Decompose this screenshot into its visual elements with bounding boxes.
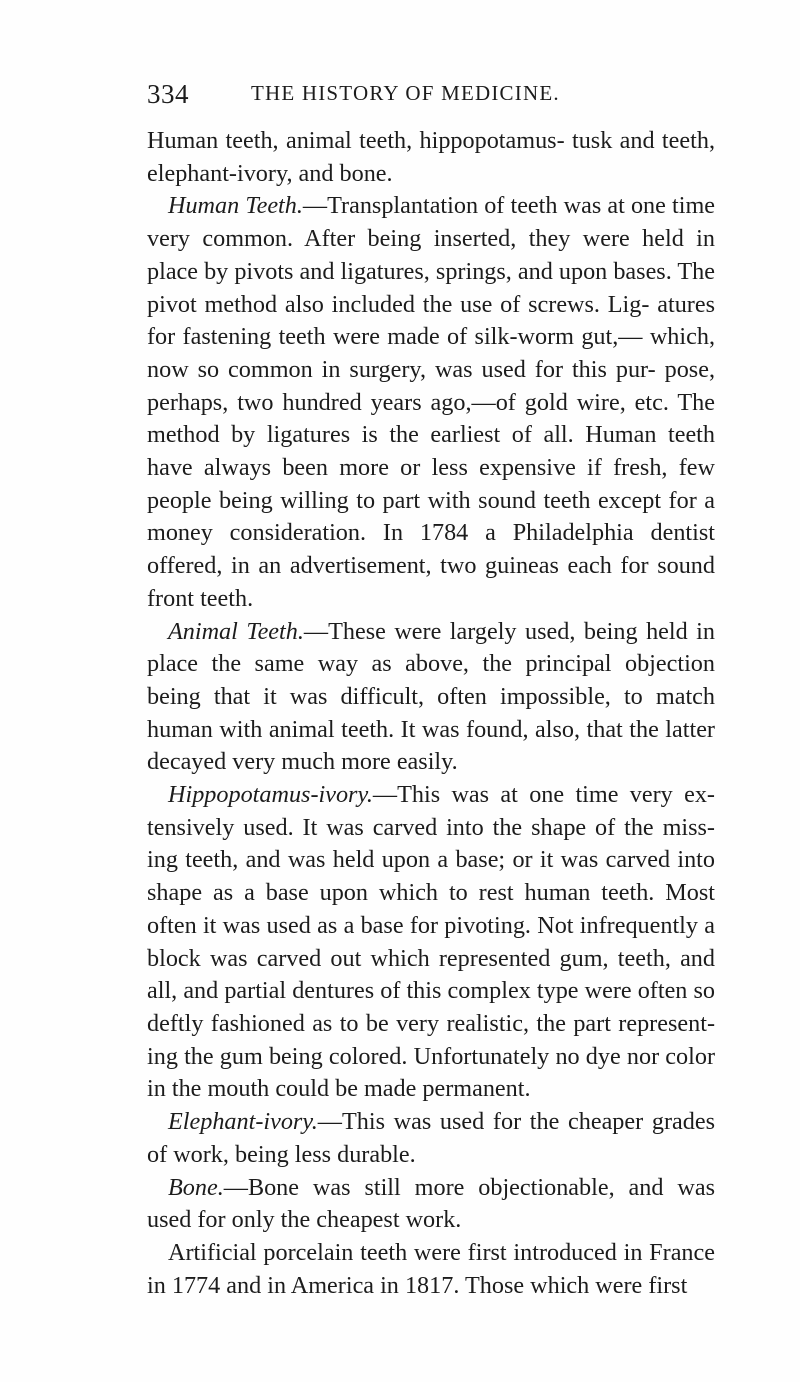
body-text: [147, 125, 715, 1302]
running-head: [147, 79, 707, 113]
paragraph-text: —Transplantation of teeth was at one time very common. After being inserted, they were held in place by pivots and ligatures, springs, and upon bases. The pivot method also included the use of screws. Lig- atures for fastening teeth were made of silk-worm gut,— which, now so common in surgery, was used for this pur- pose, perhaps, two hundred years ago,—of gold wire, etc. The method by ligatures is the earliest of all. Human teeth have always been more or less expensive if fresh, few people being willing to part with sound teeth except for a money consideration. In 1784 a Philadelphia dentist offered, in an advertisement, two guineas each for sound front teeth.: [147, 192, 715, 612]
paragraph-porcelain-teeth: [147, 1237, 715, 1302]
paragraph-intro-list: [147, 125, 715, 190]
paragraph-text: —This was at one time very ex- tensively used. It was carved into the shape of the miss- ing teeth, and was held upon a base; or it was carved into shape as a base upon which to rest human teeth. Most often it was used as a base for pivoting. Not infrequently a block was carved out which represented gum, teeth, and all, and partial dentures of this complex type were often so deftly fashioned as to be very realistic, the part represent- ing the gum being colored. Unfortunately no dye nor color in the mouth could be made permanent.: [147, 781, 715, 1103]
paragraph-bone: [147, 1172, 715, 1237]
paragraph-text: Human teeth, animal teeth, hippopotamus- tusk and teeth, elephant-ivory, and bone.: [147, 127, 715, 187]
paragraph-text: Artificial porcelain teeth were first introduced in France in 1774 and in America in 1817. Those which were first: [147, 1238, 715, 1299]
section-heading-animal-teeth: Animal Teeth.: [168, 617, 304, 645]
paragraph-text: —This was used for the cheaper grades of work, being less durable.: [147, 1108, 715, 1168]
paragraph-elephant-ivory: [147, 1106, 715, 1171]
paragraph-hippopotamus-ivory: [147, 779, 715, 1106]
page-number: 334: [147, 79, 189, 109]
paragraph-animal-teeth: [147, 616, 715, 780]
running-title: THE HISTORY OF MEDICINE.: [251, 81, 560, 105]
paragraph-text: —These were largely used, being held in place the same way as above, the principal objection being that it was difficult, often impossible, to match human with animal teeth. It was found, also, that the latter decayed very much more easily.: [147, 617, 716, 776]
paragraph-text: —Bone was still more objectionable, and was used for only the cheapest work.: [147, 1173, 715, 1234]
section-heading-bone: Bone.: [168, 1173, 224, 1201]
section-heading-elephant-ivory: Elephant-ivory.: [168, 1108, 318, 1136]
section-heading-human-teeth: Human Teeth.: [168, 192, 303, 220]
paragraph-human-teeth: [147, 190, 715, 615]
section-heading-hippopotamus-ivory: Hippopotamus-ivory.: [168, 781, 373, 809]
